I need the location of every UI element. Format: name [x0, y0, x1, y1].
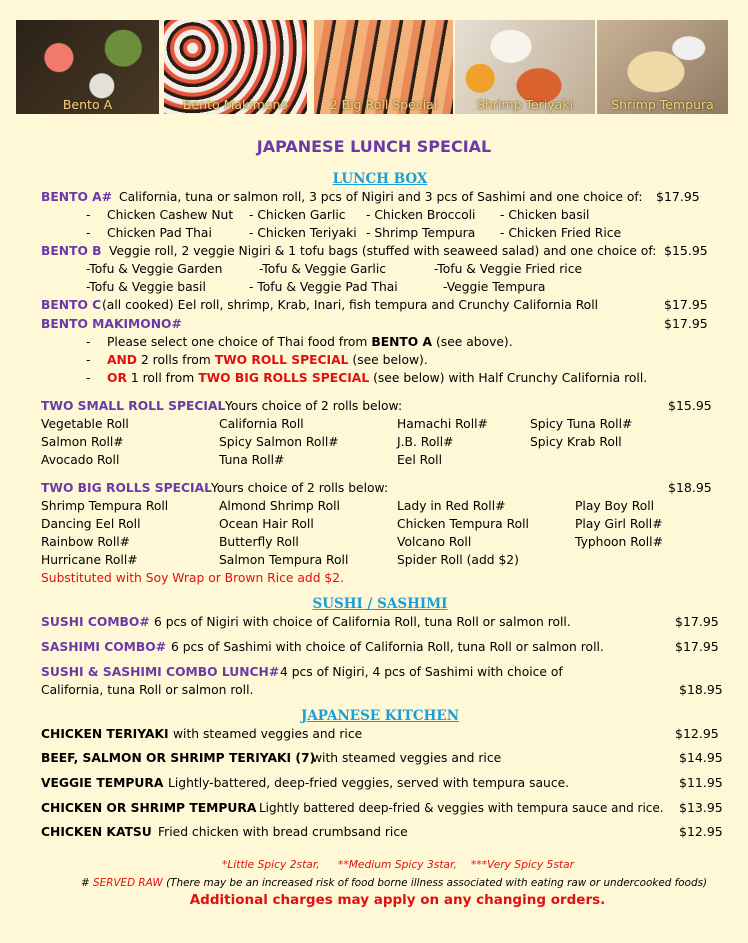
roll-item: Salmon Tempura Roll	[219, 553, 349, 567]
photo-shrimp-teriyaki	[455, 20, 595, 114]
option-item: -Tofu & Veggie basil	[86, 280, 206, 294]
sushi-sashimi-combo-desc-2: California, tuna Roll or salmon roll.	[41, 683, 254, 697]
photo-caption: Shrimp Tempura	[611, 97, 714, 112]
photo-big-roll-special	[314, 20, 453, 114]
chicken-teriyaki-desc: with steamed veggies and rice	[173, 727, 363, 741]
bento-c-desc: (all cooked) Eel roll, shrimp, Krab, Inari, fish tempura and Crunchy California Roll	[102, 298, 599, 312]
beef-salmon-shrimp-teriyaki-desc: with steamed veggies and rice	[312, 751, 502, 765]
roll-item: Hurricane Roll#	[41, 553, 138, 567]
roll-item: Play Boy Roll	[575, 499, 655, 513]
chicken-katsu-desc: Fried chicken with bread crumbsand rice	[158, 825, 408, 839]
bento-c-price: $17.95	[664, 297, 708, 312]
sushi-sashimi-combo-price: $18.95	[679, 682, 723, 697]
two-big-rolls-desc: Yours choice of 2 rolls below:	[211, 481, 389, 495]
option-item: -Tofu & Veggie Fried rice	[434, 262, 583, 276]
roll-item: Shrimp Tempura Roll	[41, 499, 169, 513]
chicken-teriyaki-name: CHICKEN TERIYAKI	[41, 727, 169, 741]
page-title: JAPANESE LUNCH SPECIAL	[256, 137, 492, 156]
roll-item: Spicy Salmon Roll#	[219, 435, 339, 449]
roll-item: Eel Roll	[397, 453, 443, 467]
veggie-tempura-price: $11.95	[679, 775, 723, 790]
bento-b-price: $15.95	[664, 243, 708, 258]
sashimi-combo-price: $17.95	[675, 639, 719, 654]
roll-item: Hamachi Roll#	[397, 417, 488, 431]
roll-item: Tuna Roll#	[219, 453, 285, 467]
roll-item: Spicy Krab Roll	[530, 435, 622, 449]
two-small-roll-price: $15.95	[668, 398, 712, 413]
roll-item: Chicken Tempura Roll	[397, 517, 529, 531]
bento-b-desc: Veggie roll, 2 veggie Nigiri & 1 tofu bags (stuffed with seaweed salad) and one choice of:	[109, 244, 657, 258]
two-big-rolls-price: $18.95	[668, 480, 712, 495]
roll-item: Salmon Roll#	[41, 435, 124, 449]
option-item: - Chicken Teriyaki	[249, 226, 357, 240]
chicken-katsu-name: CHICKEN KATSU	[41, 825, 152, 839]
roll-item: Avocado Roll	[41, 453, 120, 467]
bento-b-name: BENTO B	[41, 244, 102, 258]
option-item: -Veggie Tempura	[443, 280, 546, 294]
photo-caption: Shrimp Teriyaki	[476, 97, 574, 112]
option-item: - Tofu & Veggie Pad Thai	[249, 280, 398, 294]
roll-item: Vegetable Roll	[41, 417, 129, 431]
roll-item: Lady in Red Roll#	[397, 499, 506, 513]
beef-salmon-shrimp-teriyaki-price: $14.95	[679, 750, 723, 765]
two-small-roll-name: TWO SMALL ROLL SPECIAL	[41, 399, 226, 413]
roll-item: Volcano Roll	[397, 535, 472, 549]
bento-a-price: $17.95	[656, 189, 700, 204]
spicy-legend-2: **Medium Spicy 3star,	[338, 858, 457, 871]
option-dash: -	[86, 335, 91, 349]
roll-item: Play Girl Roll#	[575, 517, 663, 531]
option-item: - Chicken basil	[500, 208, 590, 222]
roll-item: Dancing Eel Roll	[41, 517, 141, 531]
option-item: Chicken Pad Thai	[107, 226, 212, 240]
roll-item: Spicy Tuna Roll#	[530, 417, 633, 431]
sushi-combo-desc: 6 pcs of Nigiri with choice of California Roll, tuna Roll or salmon roll.	[154, 615, 571, 629]
roll-item: Ocean Hair Roll	[219, 517, 314, 531]
photo-caption: 2 Big Roll Special	[329, 97, 438, 112]
photo-strip	[16, 20, 728, 114]
photo-caption: Bento Makimono	[182, 97, 289, 112]
bento-a-desc: California, tuna or salmon roll, 3 pcs of Nigiri and 3 pcs of Sashimi and one choice of:	[119, 190, 643, 204]
photo-shrimp-tempura	[597, 20, 728, 114]
option-item: - Shrimp Tempura	[366, 226, 476, 240]
makimono-line-3: OR 1 roll from TWO BIG ROLLS SPECIAL (see below) with Half Crunchy California roll.	[107, 371, 648, 385]
option-item: -Tofu & Veggie Garlic	[259, 262, 387, 276]
beef-salmon-shrimp-teriyaki-name: BEEF, SALMON OR SHRIMP TERIYAKI (7)	[41, 751, 316, 765]
chicken-teriyaki-price: $12.95	[675, 726, 719, 741]
sushi-sashimi-combo-desc: 4 pcs of Nigiri, 4 pcs of Sashimi with choice of	[280, 665, 563, 679]
roll-item: California Roll	[219, 417, 304, 431]
veggie-tempura-name: VEGGIE TEMPURA	[41, 776, 164, 790]
section-heading-japanese-kitchen: JAPANESE KITCHEN	[300, 708, 460, 724]
chicken-shrimp-tempura-name: CHICKEN OR SHRIMP TEMPURA	[41, 801, 257, 815]
makimono-line-2: AND 2 rolls from TWO ROLL SPECIAL (see below).	[107, 353, 428, 367]
roll-item: Rainbow Roll#	[41, 535, 130, 549]
additional-charges-note: Additional charges may apply on any changing orders.	[189, 892, 606, 908]
option-item: - Chicken Garlic	[249, 208, 346, 222]
bento-c-name: BENTO C	[41, 298, 102, 312]
served-raw-note: # SERVED RAW (There may be an increased risk of food borne illness associated with eating raw or undercooked foods)	[81, 877, 708, 889]
option-dash: -	[86, 226, 91, 240]
spicy-legend-3: ***Very Spicy 5star	[471, 858, 575, 871]
bento-makimono-name: BENTO MAKIMONO#	[41, 317, 182, 331]
sushi-combo-name: SUSHI COMBO#	[41, 615, 150, 629]
roll-item: Spider Roll (add $2)	[397, 553, 519, 567]
section-heading-lunch-box: LUNCH BOX	[332, 171, 428, 187]
option-dash: -	[86, 371, 91, 385]
photo-bento-a	[16, 20, 159, 114]
roll-item: Almond Shrimp Roll	[219, 499, 340, 513]
spicy-legend-1: *Little Spicy 2star,	[222, 858, 320, 871]
chicken-shrimp-tempura-desc: Lightly battered deep-fried & veggies with tempura sauce and rice.	[259, 801, 664, 815]
roll-item: Typhoon Roll#	[575, 535, 663, 549]
sashimi-combo-desc: 6 pcs of Sashimi with choice of California Roll, tuna Roll or salmon roll.	[171, 640, 604, 654]
section-heading-sushi-sashimi: SUSHI / SASHIMI	[312, 596, 448, 612]
photo-bento-makimono	[164, 20, 307, 114]
option-item: -Tofu & Veggie Garden	[86, 262, 223, 276]
option-item: Chicken Cashew Nut	[107, 208, 234, 222]
bento-makimono-price: $17.95	[664, 316, 708, 331]
option-dash: -	[86, 208, 91, 222]
veggie-tempura-desc: Lightly-battered, deep-fried veggies, served with tempura sauce.	[168, 776, 570, 790]
sushi-combo-price: $17.95	[675, 614, 719, 629]
substitution-note: Substituted with Soy Wrap or Brown Rice add $2.	[41, 571, 344, 585]
chicken-shrimp-tempura-price: $13.95	[679, 800, 723, 815]
makimono-line-1: Please select one choice of Thai food from BENTO A (see above).	[107, 335, 513, 349]
two-small-roll-desc: Yours choice of 2 rolls below:	[225, 399, 403, 413]
bento-a-name: BENTO A#	[41, 190, 113, 204]
roll-item: Butterfly Roll	[219, 535, 299, 549]
option-item: - Chicken Fried Rice	[500, 226, 622, 240]
two-big-rolls-name: TWO BIG ROLLS SPECIAL	[41, 481, 212, 495]
option-dash: -	[86, 353, 91, 367]
roll-item: J.B. Roll#	[397, 435, 454, 449]
chicken-katsu-price: $12.95	[679, 824, 723, 839]
photo-caption: Bento A	[62, 97, 113, 112]
sushi-sashimi-combo-name: SUSHI & SASHIMI COMBO LUNCH#	[41, 665, 280, 679]
sashimi-combo-name: SASHIMI COMBO#	[41, 640, 167, 654]
option-item: - Chicken Broccoli	[366, 208, 476, 222]
